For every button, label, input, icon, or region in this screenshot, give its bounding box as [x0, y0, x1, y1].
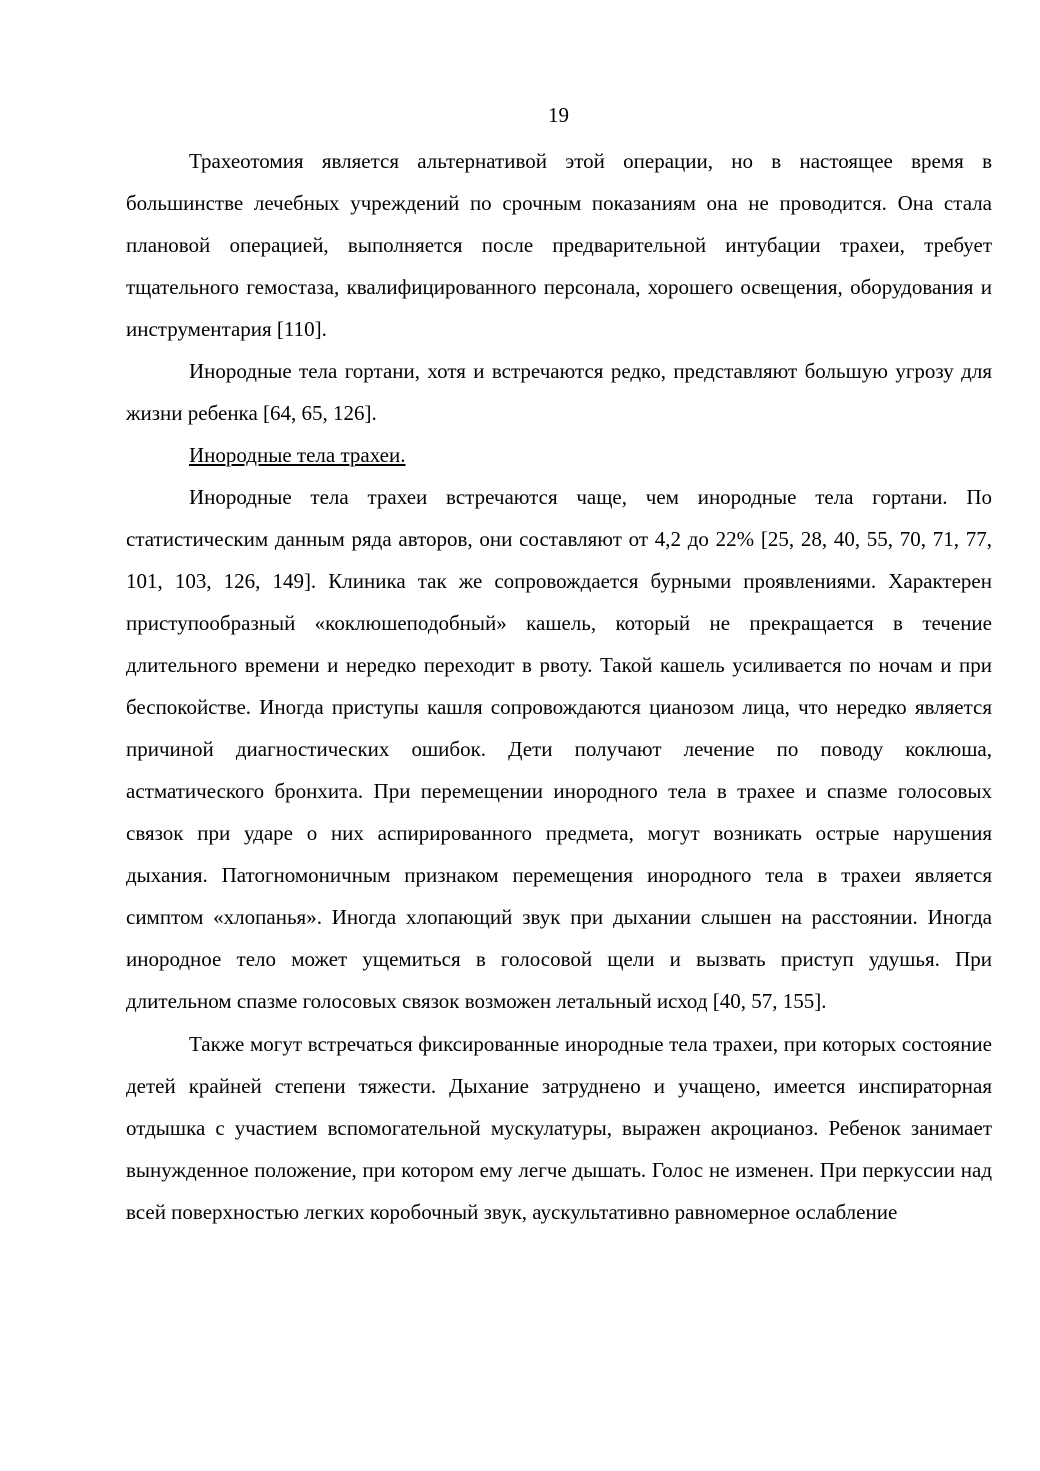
paragraph-trachea-clinic: Инородные тела трахеи встречаются чаще, чем инородные тела гортани. По статистическим данным ряда авторов, они составляют от 4,2 до 22% [25, 28, 40, 55, 70, 71, 77, 101, 103, 126, 149]. Клиника так же сопровождается бурными проявлениями. Характерен приступообразный «коклюшеподобный» кашель, который не прекращается в течение длительного времени и нередко переходит в рвоту. Такой кашель усиливается по ночам и при беспокойстве. Иногда приступы кашля сопровождаются цианозом лица, что нередко является причиной диагностических ошибок. Дети получают лечение по поводу коклюша, астматического бронхита. При перемещении инородного тела в трахее и спазме голосовых связок при ударе о них аспирированного предмета, могут возникать острые нарушения дыхания. Патогномоничным признаком перемещения инородного тела в трахеи является симптом «хлопанья». Иногда хлопающий звук при дыхании слышен на расстоянии. Иногда инородное тело может ущемиться в голосовой щели и вызвать приступ удушья. При длительном спазме голосовых связок возможен летальный исход [40, 57, 155]. — [126, 485, 992, 1013]
paragraph-fixed-foreign-bodies: Также могут встречаться фиксированные инородные тела трахеи, при которых состояние детей крайней степени тяжести. Дыхание затруднено и учащено, имеется инспираторная отдышка с участием вспомогательной мускулатуры, выражен акроцианоз. Ребенок занимает вынужденное положение, при котором ему легче дышать. Голос не изменен. При перкуссии над всей поверхностью легких коробочный звук, аускультативно равномерное ослабление — [126, 1032, 992, 1224]
paragraph-larynx-foreign-bodies: Инородные тела гортани, хотя и встречаются редко, представляют большую угрозу для жизни ребенка [64, 65, 126]. — [126, 359, 992, 425]
section-heading-text: Инородные тела трахеи. — [189, 443, 406, 467]
page-number: 19 — [548, 103, 569, 127]
document-body — [126, 140, 992, 1233]
paragraph-tracheotomy: Трахеотомия является альтернативой этой операции, но в настоящее время в большинстве лечебных учреждений по срочным показаниям она не проводится. Она стала плановой операцией, выполняется после предварительной интубации трахеи, требует тщательного гемостаза, квалифицированного персонала, хорошего освещения, оборудования и инструментария [110]. — [126, 149, 992, 341]
section-heading-trachea-foreign-bodies — [126, 434, 992, 476]
